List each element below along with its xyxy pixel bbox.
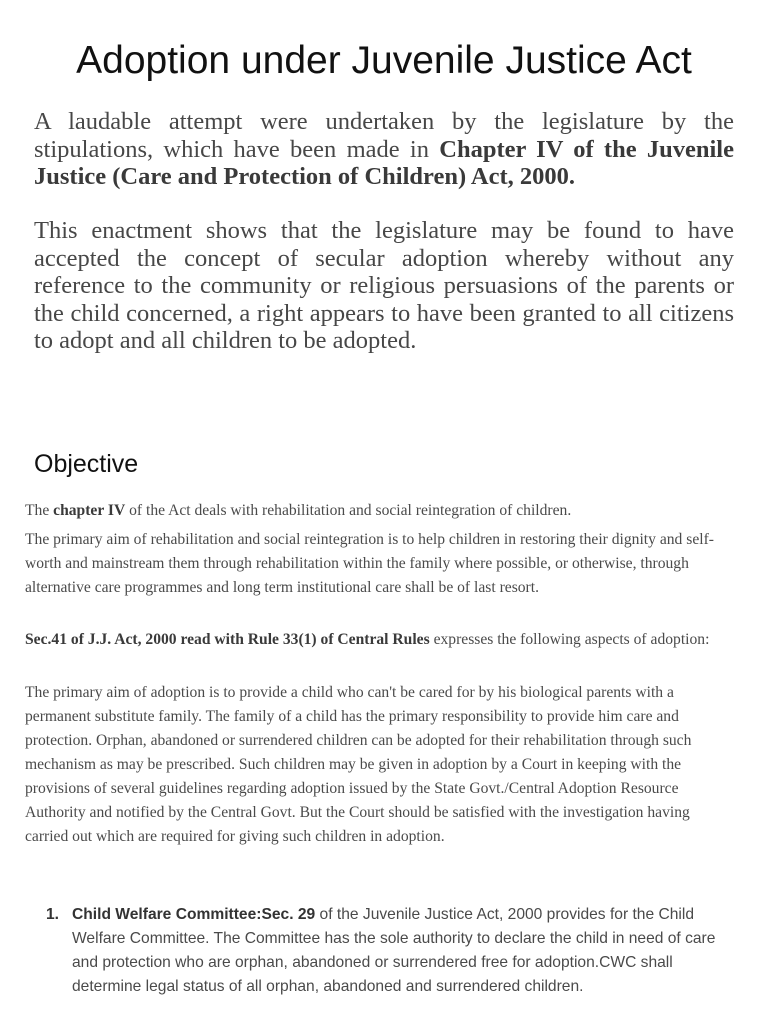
objective-paragraph-4: The primary aim of adoption is to provide a child who can't be cared for by his biological parents with a permanent substitute family. The family of a child has the primary responsibility to provide him care and protection. Orphan, abandoned or surrendered children can be adopted for their rehabilitation through such mechanism as may be prescribed. Such children may be given in adoption by a Court in keeping with the provisions of several guidelines regarding adoption issued by the State Govt./Central Adoption Resource Authority and notified by the Central Govt. But the Court should be satisfied with the investigation having carried out which are required for giving such children in adoption. (25, 684, 692, 845)
objective-paragraph-3 (25, 628, 721, 652)
objective-paragraph-1-pre: The (25, 502, 54, 519)
list-item-number: 1. (46, 906, 60, 923)
page-title: Adoption under Juvenile Justice Act (76, 39, 692, 82)
objective-paragraph-1-bold: chapter IV (53, 502, 126, 519)
objective-heading: Objective (34, 450, 139, 478)
list-item-text: of the Juvenile Justice Act, 2000 provides for the Child Welfare Committee. The Committee has the sole authority to declare the child in need of care and protection who are orphan, abandoned or surrendered free for adoption.CWC shall determine legal status of all orphan, abandoned and surrendered children. (72, 906, 716, 995)
list-item-bold: Child Welfare Committee:Sec. 29 (72, 906, 316, 923)
list-item-body (72, 903, 736, 999)
intro-paragraph-1 (34, 108, 734, 191)
objective-paragraph-2: The primary aim of rehabilitation and social reintegration is to help children in restoring their dignity and self-worth and mainstream them through rehabilitation within the family where possible, or otherwise, through alternative care programmes and long term institutional care shall be of last resort. (25, 531, 714, 596)
intro-paragraph-1-text: A laudable attempt were undertaken by the legislature by the stipulations, which have been made in (34, 108, 734, 163)
objective-paragraph-3-post: expresses the following aspects of adoption: (429, 631, 710, 648)
intro-paragraph-1-bold: Chapter IV of the Juvenile Justice (Care and Protection of Children) Act, 2000. (34, 135, 734, 190)
objective-paragraph-1 (25, 499, 721, 523)
objective-paragraph-1-post: of the Act deals with rehabilitation and social reintegration of children. (125, 502, 572, 519)
objective-paragraph-3-bold: Sec.41 of J.J. Act, 2000 read with Rule 33(1) of Central Rules (25, 631, 430, 648)
intro-paragraph-2: This enactment shows that the legislature may be found to have accepted the concept of secular adoption whereby without any reference to the community or religious persuasions of the parents or the child concerned, a right appears to have been granted to all citizens to adopt and all children to be adopted. (34, 217, 734, 354)
list-item (46, 903, 736, 999)
